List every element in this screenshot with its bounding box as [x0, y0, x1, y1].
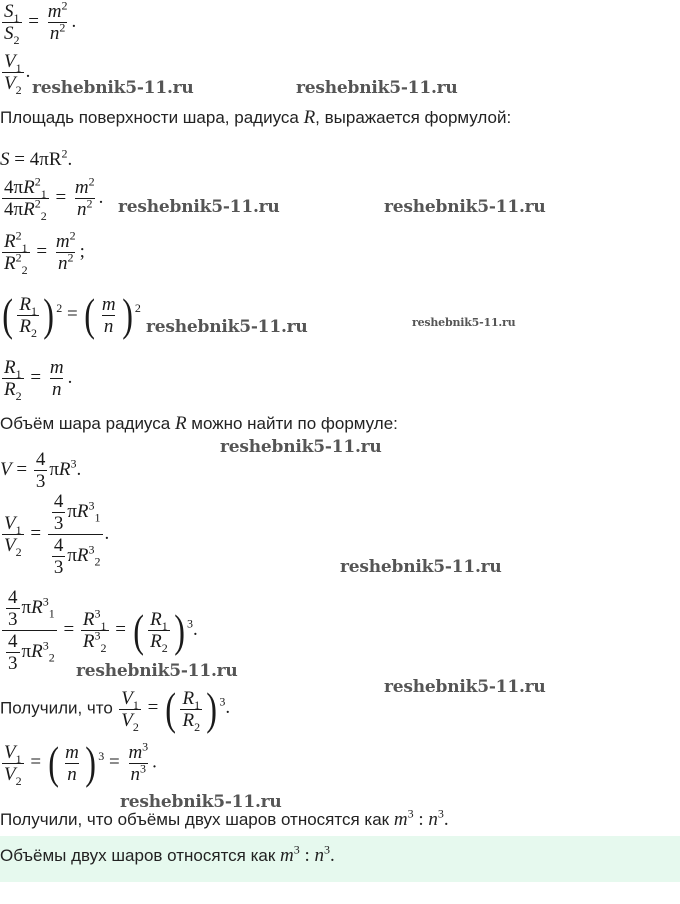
- watermark: reshebnik5-11.ru: [120, 792, 282, 812]
- got-that-label: Получили, что: [0, 698, 113, 718]
- formula-volume-ratio: $\frac{V_1}{V_2}$ = $\frac{4}{3}$ $\pi R^3_1$ $\frac{4}{3}$ $\pi R^3_2$ .: [4, 491, 110, 578]
- volume-sentence: Объём шара радиуса R можно найти по формуле:: [0, 413, 398, 434]
- formula-volume-m-n: $\frac{V_1}{V_2}$ = ( $\frac{m}{n}$ ) $^3$ = $\frac{m^3}{n^3}$ .: [4, 737, 157, 788]
- watermark: reshebnik5-11.ru: [384, 197, 546, 217]
- watermark: reshebnik5-11.ru: [32, 78, 194, 98]
- formula-sphere-surface: $S = 4\pi R^2$.: [0, 146, 73, 170]
- watermark: reshebnik5-11.ru: [76, 661, 238, 681]
- formula-volume-simplification: $\frac{4}{3}$ $\pi R^3_1$ $\frac{4}{3}$ $\pi R^3_2$ = $\frac{R^3_1}{R^3_2}$ = ( $\frac{R_1}{R_2}$ ) $^3$.: [0, 588, 198, 673]
- answer-text: Объёмы двух шаров относятся как $m^3$ : $n^3$.: [0, 842, 335, 866]
- formula-area-ratio: $\frac{S_1}{S_2}$ = $\frac{m^2}{n^2}$ .: [4, 0, 77, 47]
- watermark: reshebnik5-11.ru: [384, 677, 546, 697]
- watermark: reshebnik5-11.ru: [296, 78, 458, 98]
- formula-radius-squared-ratio: $\frac{R^2_1}{R^2_2}$ = $\frac{m^2}{n^2}$ ;: [4, 228, 85, 277]
- watermark: reshebnik5-11.ru: [118, 197, 280, 217]
- surface-area-sentence: Площадь поверхности шара, радиуса R, выражается формулой:: [0, 107, 512, 128]
- watermark: reshebnik5-11.ru: [220, 437, 382, 457]
- formula-surface-ratio: $\frac{4\pi R^2_1}{4\pi R^2_2}$ = $\frac{m^2}{n^2}$ .: [4, 174, 104, 223]
- formula-volume-fraction-start: $\frac{V_1}{V_2}$ .: [4, 51, 31, 97]
- watermark: reshebnik5-11.ru: [412, 316, 516, 329]
- watermark: reshebnik5-11.ru: [340, 557, 502, 577]
- watermark: reshebnik5-11.ru: [146, 317, 308, 337]
- result-volume-radius: Получили, что $\frac{V_1}{V_2}$ = ( $\frac{R_1}{R_2}$ ) $^3$.: [0, 683, 231, 734]
- answer-box: [0, 836, 680, 882]
- formula-sphere-volume: V = $\frac{4}{3}$ $\pi R^3$.: [0, 449, 82, 492]
- formula-radius-ratio: $\frac{R_1}{R_2}$ = $\frac{m}{n}$ .: [4, 357, 73, 403]
- conclusion-sentence: Получили, что объёмы двух шаров относятся как $m^3$ : $n^3$.: [0, 806, 449, 830]
- formula-radius-ratio-squared: ( $\frac{R_1}{R_2}$ ) $^2$ = ( $\frac{m}{n}$ ) $^2$: [2, 289, 141, 340]
